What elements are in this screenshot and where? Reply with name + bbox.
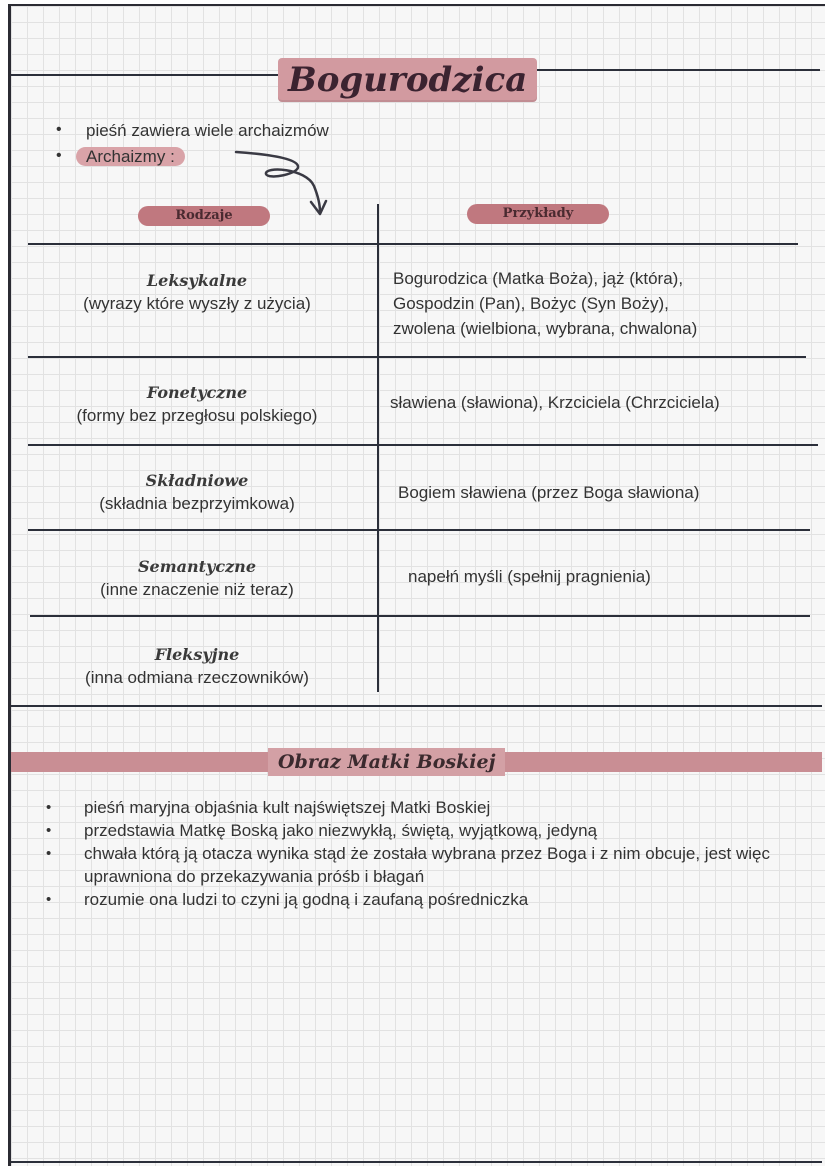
section-rule bbox=[11, 705, 822, 707]
type-name: Semantyczne bbox=[138, 557, 256, 576]
list-item: • rozumie ona ludzi to czyni ją godną i zaufaną pośredniczka bbox=[46, 890, 529, 909]
bottom-rule bbox=[11, 1161, 822, 1163]
table-row bbox=[22, 472, 372, 515]
examples-cell: napełń myśli (spełnij pragnienia) bbox=[408, 567, 651, 586]
type-desc: (formy bez przegłosu polskiego) bbox=[76, 406, 318, 425]
table-rule bbox=[28, 356, 806, 358]
type-desc: (inne znaczenie niż teraz) bbox=[100, 580, 294, 599]
bullet-dot-icon: • bbox=[46, 845, 52, 862]
table-rule bbox=[28, 243, 798, 245]
intro-bullet-1: • pieśń zawiera wiele archaizmów bbox=[56, 121, 329, 140]
table-row bbox=[22, 272, 372, 315]
table-rule bbox=[28, 444, 818, 446]
list-item: • chwała którą ją otacza wynika stąd że została wybrana przez Boga i z nim obcuje, jest więc uprawniona do przekazywania próśb i błagań bbox=[46, 844, 770, 886]
table-row bbox=[22, 384, 372, 427]
type-desc: (składnia bezprzyimkowa) bbox=[99, 494, 295, 513]
bullet-dot-icon: • bbox=[56, 121, 62, 138]
type-desc: (wyrazy które wyszły z użycia) bbox=[83, 294, 311, 313]
type-desc: (inna odmiana rzeczowników) bbox=[85, 668, 309, 687]
title-rule-right bbox=[512, 69, 820, 71]
table-rule bbox=[28, 529, 810, 531]
bullet-dot-icon: • bbox=[46, 822, 52, 839]
header-examples: Przykłady bbox=[467, 204, 609, 224]
table-rule bbox=[30, 615, 810, 617]
archaizmy-label: Archaizmy : bbox=[76, 147, 185, 166]
bullet-dot-icon: • bbox=[56, 147, 62, 164]
bullet-dot-icon: • bbox=[46, 891, 52, 908]
type-name: Składniowe bbox=[140, 472, 255, 490]
examples-cell: Bogiem sławiena (przez Boga sławiona) bbox=[398, 483, 700, 502]
table-row bbox=[22, 558, 372, 601]
header-types: Rodzaje bbox=[138, 206, 270, 226]
section2-list bbox=[46, 796, 784, 911]
bullet-dot-icon: • bbox=[46, 799, 52, 816]
examples-cell: Bogurodzica (Matka Boża), jąż (która), Gospodzin (Pan), Bożyc (Syn Boży), zwolena (wielbiona, wybrana, chwalona) bbox=[393, 269, 698, 338]
intro-bullet-2 bbox=[56, 147, 185, 167]
title-rule-left bbox=[11, 74, 283, 76]
list-item: • pieśń maryjna objaśnia kult najświętszej Matki Boskiej bbox=[46, 798, 491, 817]
page-title: Bogurodzica bbox=[278, 58, 537, 102]
section-title: Obraz Matki Boskiej bbox=[268, 748, 505, 776]
type-name: Fonetyczne bbox=[141, 384, 253, 402]
table-divider bbox=[377, 204, 379, 692]
table-row bbox=[22, 646, 372, 689]
type-name: Fleksyjne bbox=[149, 646, 246, 664]
examples-cell: sławiena (sławiona), Krzciciela (Chrzciciela) bbox=[390, 393, 720, 412]
type-name: Leksykalne bbox=[141, 272, 253, 290]
list-item: • przedstawia Matkę Boską jako niezwykłą, świętą, wyjątkową, jedyną bbox=[46, 821, 598, 840]
